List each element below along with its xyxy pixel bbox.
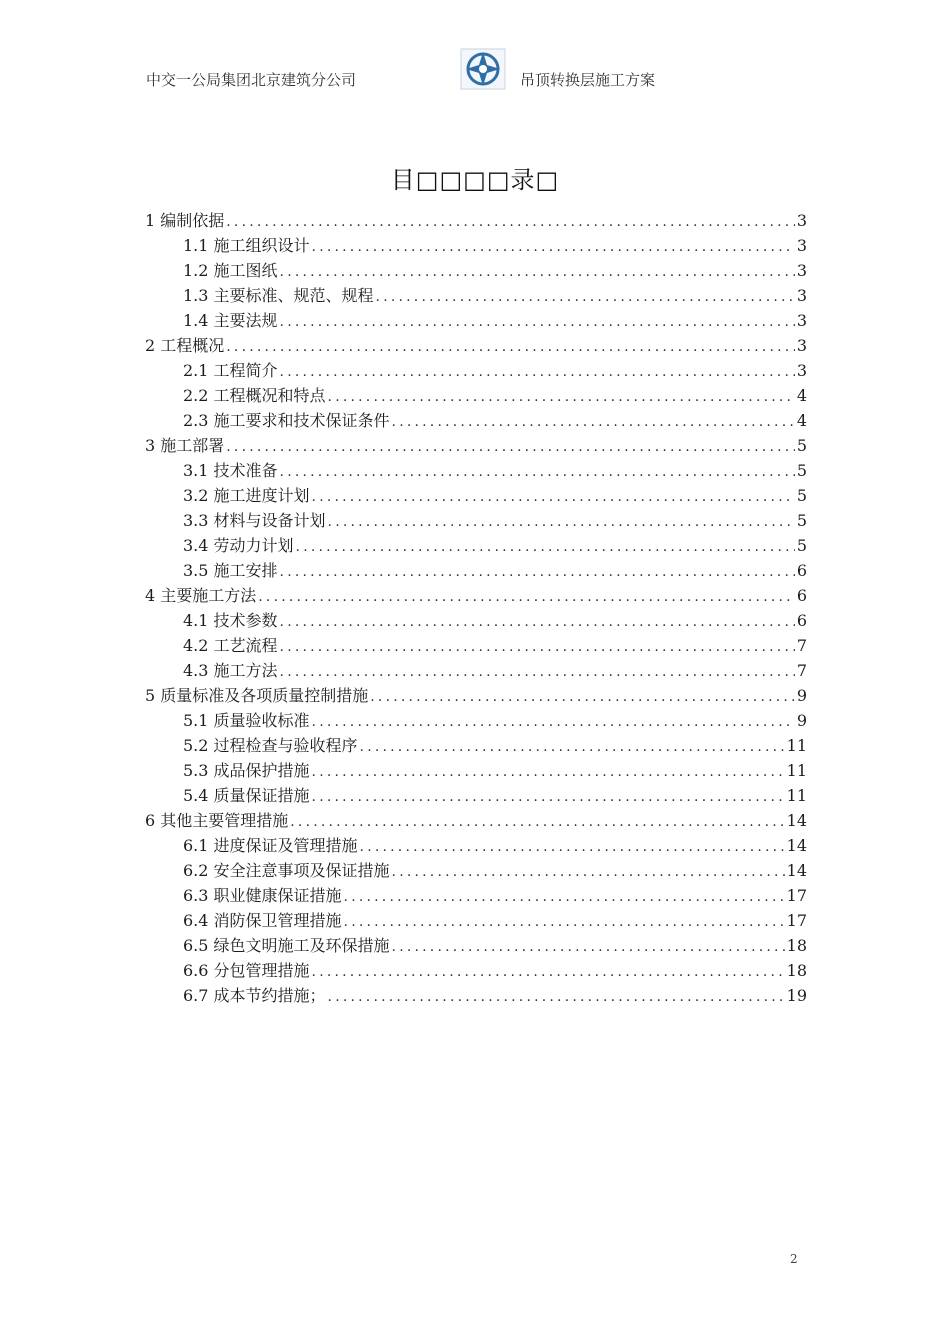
toc-entry[interactable] [145, 808, 807, 833]
toc-subentry[interactable] [145, 733, 807, 758]
toc-subentry[interactable] [145, 508, 807, 533]
toc-entry-label: 1.4 主要法规 [183, 311, 278, 330]
toc-entry-page: 3 [796, 361, 807, 380]
toc-subentry[interactable] [145, 608, 807, 633]
toc-subentry[interactable] [145, 358, 807, 383]
toc-entry-page: 11 [786, 736, 807, 755]
toc-entry-page: 4 [796, 411, 807, 430]
toc-leader-dots [280, 564, 795, 580]
toc-entry-page: 17 [786, 911, 807, 930]
toc-leader-dots [280, 364, 795, 380]
toc-subentry[interactable] [145, 783, 807, 808]
toc-leader-dots [280, 664, 795, 680]
toc-entry-page: 5 [796, 436, 807, 455]
toc-entry-page: 11 [786, 761, 807, 780]
toc-entry-label: 6.5 绿色文明施工及环保措施 [183, 936, 390, 955]
toc-leader-dots [392, 414, 795, 430]
toc-subentry[interactable] [145, 633, 807, 658]
toc-entry-page: 6 [796, 561, 807, 580]
toc-entry-label: 6.6 分包管理措施 [183, 961, 310, 980]
toc-entry[interactable] [145, 683, 807, 708]
toc-subentry[interactable] [145, 483, 807, 508]
toc-entry-page: 4 [796, 386, 807, 405]
toc-subentry[interactable] [145, 983, 807, 1008]
toc-subentry[interactable] [145, 908, 807, 933]
toc-entry-page: 14 [786, 861, 807, 880]
toc-leader-dots [328, 389, 795, 405]
toc-subentry[interactable] [145, 233, 807, 258]
toc-subentry[interactable] [145, 833, 807, 858]
company-logo-icon [460, 48, 506, 90]
toc-entry-label: 1 编制依据 [145, 211, 225, 230]
toc-subentry[interactable] [145, 408, 807, 433]
toc-leader-dots [290, 814, 784, 830]
toc-subentry[interactable] [145, 658, 807, 683]
toc-entry-label: 6.7 成本节约措施； [183, 986, 326, 1005]
toc-entry-label: 2.3 施工要求和技术保证条件 [183, 411, 390, 430]
toc-leader-dots [312, 964, 785, 980]
toc-entry-page: 18 [786, 961, 807, 980]
toc-leader-dots [328, 514, 795, 530]
toc-entry-label: 2 工程概况 [145, 336, 225, 355]
table-of-contents [145, 208, 807, 1008]
toc-entry-label: 5.2 过程检查与验收程序 [183, 736, 358, 755]
toc-entry-label: 3.1 技术准备 [183, 461, 278, 480]
toc-entry-label: 6.4 消防保卫管理措施 [183, 911, 342, 930]
toc-entry-page: 3 [796, 211, 807, 230]
page-header [0, 0, 950, 110]
toc-subentry[interactable] [145, 883, 807, 908]
toc-entry[interactable] [145, 433, 807, 458]
toc-leader-dots [344, 889, 785, 905]
toc-leader-dots [392, 939, 785, 955]
toc-leader-dots [312, 489, 795, 505]
toc-entry-page: 18 [786, 936, 807, 955]
toc-subentry[interactable] [145, 458, 807, 483]
toc-leader-dots [312, 789, 785, 805]
toc-entry-page: 6 [796, 611, 807, 630]
toc-entry-label: 3.4 劳动力计划 [183, 536, 294, 555]
toc-entry-page: 3 [796, 236, 807, 255]
toc-entry-label: 4.3 施工方法 [183, 661, 278, 680]
toc-leader-dots [280, 314, 795, 330]
toc-subentry[interactable] [145, 533, 807, 558]
toc-entry-page: 3 [796, 261, 807, 280]
toc-entry-label: 5 质量标准及各项质量控制措施 [145, 686, 369, 705]
toc-subentry[interactable] [145, 258, 807, 283]
toc-leader-dots [392, 864, 785, 880]
toc-leader-dots [312, 239, 795, 255]
toc-subentry[interactable] [145, 383, 807, 408]
toc-leader-dots [376, 289, 795, 305]
toc-leader-dots [226, 339, 795, 355]
toc-entry-label: 3.5 施工安排 [183, 561, 278, 580]
toc-entry-label: 4 主要施工方法 [145, 586, 257, 605]
toc-leader-dots [360, 839, 785, 855]
toc-entry-page: 3 [796, 311, 807, 330]
toc-entry-page: 3 [796, 336, 807, 355]
toc-entry-page: 5 [796, 461, 807, 480]
toc-entry-page: 5 [796, 536, 807, 555]
toc-entry-label: 2.2 工程概况和特点 [183, 386, 326, 405]
toc-entry-page: 6 [796, 586, 807, 605]
toc-entry-page: 14 [786, 811, 807, 830]
toc-title: 目□□□□录□ [390, 166, 560, 194]
toc-entry-page: 5 [796, 511, 807, 530]
toc-leader-dots [280, 464, 795, 480]
toc-entry-page: 7 [796, 636, 807, 655]
toc-entry-label: 2.1 工程简介 [183, 361, 278, 380]
toc-subentry[interactable] [145, 558, 807, 583]
toc-entry-page: 14 [786, 836, 807, 855]
toc-leader-dots [360, 739, 785, 755]
toc-entry-label: 4.2 工艺流程 [183, 636, 278, 655]
toc-subentry[interactable] [145, 858, 807, 883]
toc-leader-dots [280, 639, 795, 655]
toc-leader-dots [280, 614, 795, 630]
toc-entry-label: 3.2 施工进度计划 [183, 486, 310, 505]
toc-subentry[interactable] [145, 308, 807, 333]
toc-entry-page: 7 [796, 661, 807, 680]
toc-entry[interactable] [145, 333, 807, 358]
toc-leader-dots [258, 589, 795, 605]
toc-entry-label: 5.3 成品保护措施 [183, 761, 310, 780]
toc-entry-label: 6.1 进度保证及管理措施 [183, 836, 358, 855]
toc-entry-label: 6.3 职业健康保证措施 [183, 886, 342, 905]
toc-entry-page: 11 [786, 786, 807, 805]
toc-entry-label: 1.3 主要标准、规范、规程 [183, 286, 374, 305]
toc-entry-label: 1.2 施工图纸 [183, 261, 278, 280]
toc-entry-page: 3 [796, 286, 807, 305]
toc-subentry[interactable] [145, 283, 807, 308]
toc-entry-label: 6.2 安全注意事项及保证措施 [183, 861, 390, 880]
toc-subentry[interactable] [145, 958, 807, 983]
toc-leader-dots [328, 989, 785, 1005]
toc-leader-dots [226, 439, 795, 455]
toc-entry-label: 1.1 施工组织设计 [183, 236, 310, 255]
toc-leader-dots [370, 689, 795, 705]
toc-entry-label: 5.4 质量保证措施 [183, 786, 310, 805]
toc-entry-page: 9 [796, 686, 807, 705]
toc-leader-dots [312, 714, 795, 730]
toc-entry-label: 3.3 材料与设备计划 [183, 511, 326, 530]
toc-subentry[interactable] [145, 758, 807, 783]
toc-leader-dots [312, 764, 785, 780]
company-name: 中交一公局集团北京建筑分公司 [146, 71, 357, 89]
document-title: 吊顶转换层施工方案 [520, 71, 656, 89]
toc-entry-label: 4.1 技术参数 [183, 611, 278, 630]
toc-entry-label: 5.1 质量验收标准 [183, 711, 310, 730]
toc-leader-dots [296, 539, 795, 555]
toc-entry-page: 5 [796, 486, 807, 505]
page-number: 2 [790, 1252, 798, 1266]
toc-entry-page: 9 [796, 711, 807, 730]
toc-entry-page: 19 [786, 986, 807, 1005]
toc-leader-dots [280, 264, 795, 280]
toc-entry[interactable] [145, 583, 807, 608]
toc-entry-label: 3 施工部署 [145, 436, 225, 455]
toc-entry-label: 6 其他主要管理措施 [145, 811, 289, 830]
toc-leader-dots [344, 914, 785, 930]
toc-entry-page: 17 [786, 886, 807, 905]
toc-subentry[interactable] [145, 708, 807, 733]
toc-leader-dots [226, 214, 795, 230]
toc-entry[interactable] [145, 208, 807, 233]
toc-subentry[interactable] [145, 933, 807, 958]
